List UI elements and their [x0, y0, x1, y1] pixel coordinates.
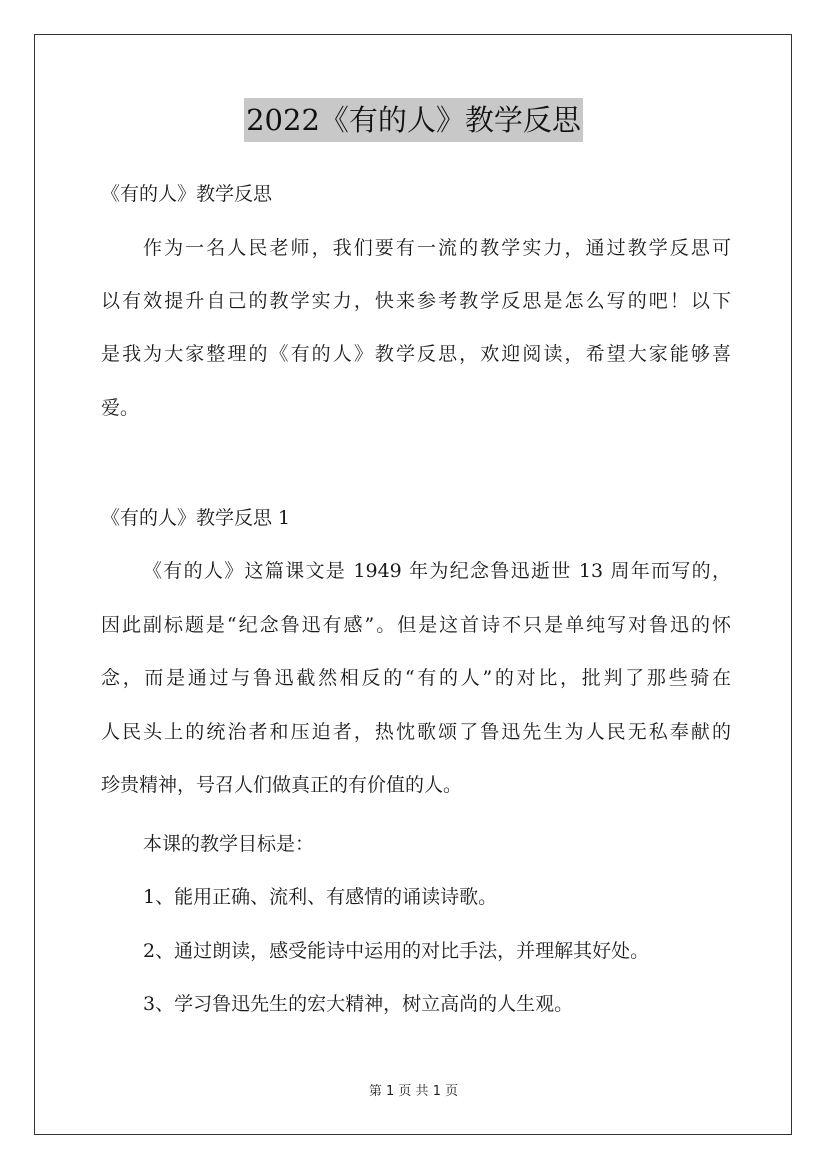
intro-line-1: 作为一名人民老师，我们要有一流的教学实力，通过教学反思可: [143, 237, 731, 259]
intro-line-3: 是我为大家整理的《有的人》教学反思，欢迎阅读，希望大家能够喜: [101, 343, 731, 365]
section-heading: 《有的人》教学反思 1: [101, 507, 291, 529]
goal-item-1: 1、能用正确、流利、有感情的诵读诗歌。: [143, 886, 498, 908]
body-line-2: 因此副标题是“纪念鲁迅有感”。但是这首诗不只是单纯写对鲁迅的怀: [101, 614, 731, 636]
subtitle: 《有的人》教学反思: [101, 183, 273, 205]
intro-line-2: 以有效提升自己的教学实力，快来参考教学反思是怎么写的吧！以下: [101, 290, 731, 312]
document-title: 2022《有的人》教学反思: [244, 98, 583, 142]
goal-item-2: 2、通过朗读，感受能诗中运用的对比手法，并理解其好处。: [143, 940, 650, 962]
body-line-1: 《有的人》这篇课文是 1949 年为纪念鲁迅逝世 13 周年而写的，: [143, 560, 731, 582]
body-line-5: 珍贵精神，号召人们做真正的有价值的人。: [101, 774, 463, 796]
goal-item-3: 3、学习鲁迅先生的宏大精神，树立高尚的人生观。: [143, 993, 574, 1015]
body-line-3: 念，而是通过与鲁迅截然相反的“有的人”的对比，批判了那些骑在: [101, 667, 731, 689]
intro-line-4: 爱。: [101, 397, 140, 419]
title-wrapper: [0, 98, 827, 142]
body-line-4: 人民头上的统治者和压迫者，热忱歌颂了鲁迅先生为人民无私奉献的: [101, 721, 731, 743]
page-number-footer: 第 1 页 共 1 页: [368, 1084, 459, 1099]
goals-heading: 本课的教学目标是：: [143, 833, 315, 855]
